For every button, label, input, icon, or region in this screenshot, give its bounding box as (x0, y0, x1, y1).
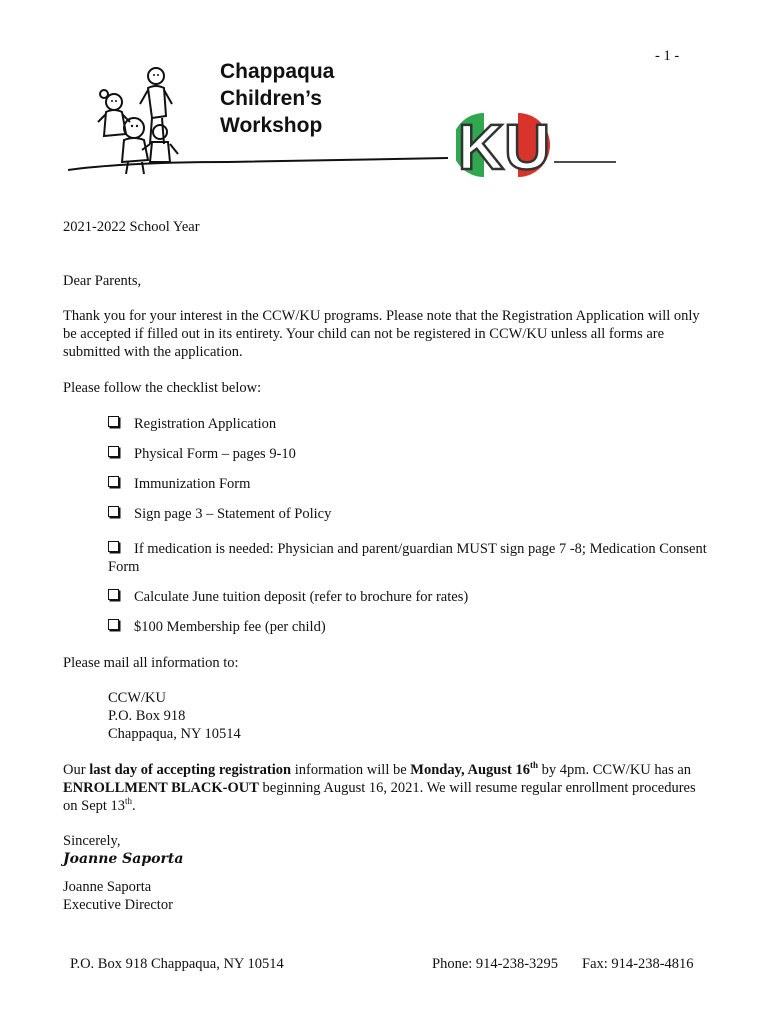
checklist-item: Immunization Form (108, 475, 708, 493)
checkbox-icon (108, 541, 119, 552)
deadline-paragraph: Our last day of accepting registration information will be Monday, August 16th by 4pm. CCW/KU has an ENROLLMENT BLACK-OUT beginning August 16, 2021. We will resume regular enrollment procedures on Sept 13th. (63, 760, 696, 814)
checkbox-icon (108, 619, 119, 630)
mail-intro: Please mail all information to: (63, 655, 239, 671)
checkbox-icon (108, 446, 119, 457)
mail-address-line: CCW/KU (108, 690, 166, 706)
mail-address-line: P.O. Box 918 (108, 708, 186, 724)
org-name-line-2: Children’s (220, 87, 322, 110)
org-name-line-3: Workshop (220, 114, 323, 137)
footer-fax: Fax: 914-238-4816 (582, 956, 694, 972)
checklist-item: Physical Form – pages 9-10 (108, 445, 708, 463)
ku-logo-text: KU (457, 111, 551, 183)
greeting: Dear Parents, (63, 273, 142, 289)
checkbox-icon (108, 416, 119, 427)
signer-title: Executive Director (63, 897, 173, 913)
mail-address-line: Chappaqua, NY 10514 (108, 726, 241, 742)
signer-name: Joanne Saporta (63, 879, 152, 895)
page-number: - 1 - (655, 48, 680, 64)
checkbox-icon (108, 476, 119, 487)
school-year: 2021-2022 School Year (63, 219, 200, 235)
checklist-item: Sign page 3 – Statement of Policy (108, 505, 708, 523)
intro-paragraph: Thank you for your interest in the CCW/KU programs. Please note that the Registration Application will only be accepted if filled out in its entirety. Your child can not be registered in CCW/KU unless all forms are submitted with the application. (63, 308, 700, 360)
checklist-item: If medication is needed: Physician and parent/guardian MUST sign page 7 -8; Medication Consent Form (108, 541, 707, 575)
signature: Joanne Saporta (63, 851, 184, 867)
checklist-item: Registration Application (108, 415, 708, 433)
ku-logo (456, 105, 556, 185)
footer-phone: Phone: 914-238-3295 (432, 956, 559, 972)
org-name-line-1: Chappaqua (220, 60, 335, 83)
footer-address: P.O. Box 918 Chappaqua, NY 10514 (70, 956, 284, 972)
mail-address (108, 689, 241, 743)
organization-name (220, 58, 334, 139)
closing: Sincerely, (63, 833, 121, 849)
checkbox-icon (108, 589, 119, 600)
checklist-item: $100 Membership fee (per child) (108, 618, 708, 636)
checklist-item: Calculate June tuition deposit (refer to brochure for rates) (108, 588, 708, 606)
checkbox-icon (108, 506, 119, 517)
checklist-intro: Please follow the checklist below: (63, 380, 262, 396)
